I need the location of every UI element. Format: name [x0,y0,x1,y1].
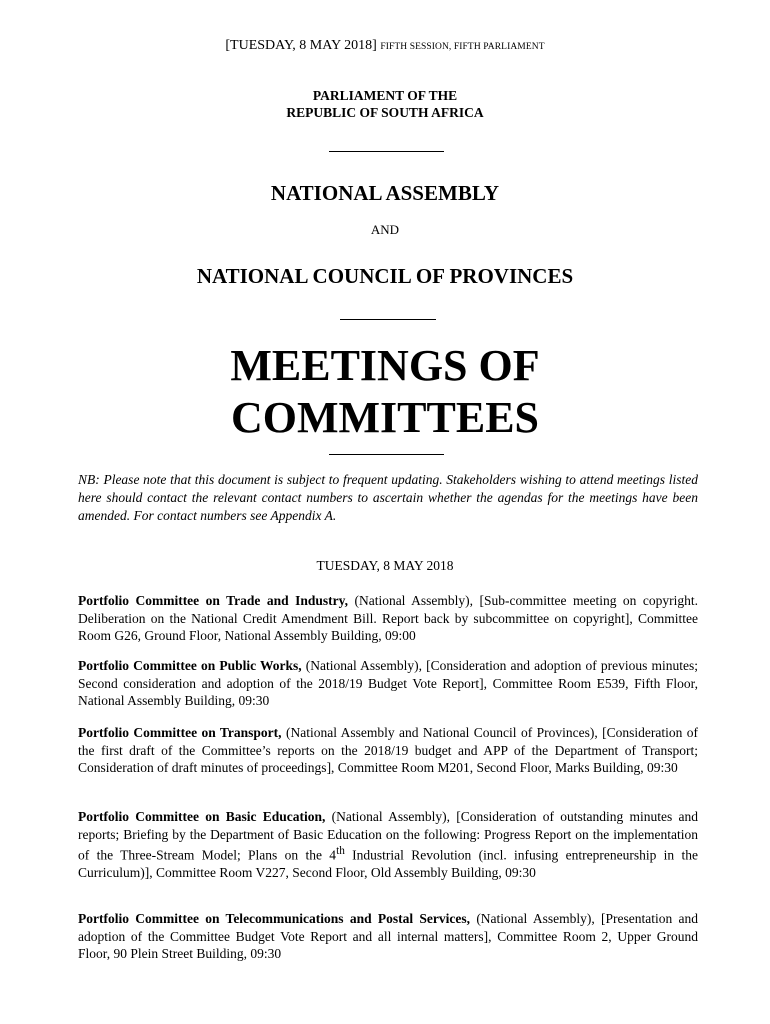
committee-details: (National Assembly and National Council of Provinces), [Consideration of the first draft of the Committee’s reports on the 2018/19 budget and APP of the Department of Transport; Consideration of draft minutes of proceedings], Committee Room M201, Second Floor, Marks Building, 09:30 [78,725,698,775]
and-connector: AND [370,222,400,237]
ordinal-superscript: th [336,845,345,857]
divider-rule [340,319,436,320]
ncop-title: NATIONAL COUNCIL OF PROVINCES [196,264,574,288]
parliament-line-1: PARLIAMENT OF THE [312,88,458,103]
committee-entry [78,657,698,710]
divider-rule [329,454,444,455]
committee-entry [78,724,698,777]
committee-entry [78,910,698,963]
committee-name: Portfolio Committee on Public Works, [78,658,302,673]
header-session: FIFTH SESSION, FIFTH PARLIAMENT [380,42,545,52]
committee-name: Portfolio Committee on Trade and Industry, [78,593,348,608]
notice-paragraph: NB: Please note that this document is subject to frequent updating. Stakeholders wishing to attend meetings listed here should contact the relevant contact numbers to ascertain whether the agendas for the meetings have been amended. For contact numbers see Appendix A. [78,472,698,523]
committee-entry [78,808,698,882]
day-heading: TUESDAY, 8 MAY 2018 [316,558,454,573]
committee-name: Portfolio Committee on Basic Education, [78,809,326,824]
committee-name: Portfolio Committee on Telecommunications and Postal Services, [78,911,471,926]
divider-rule [329,151,444,152]
committee-entry [78,592,698,645]
header-date: [TUESDAY, 8 MAY 2018] [225,38,377,53]
committee-details-continued: Industrial Revolution (incl. infusing entrepreneurship in the Curriculum)], Committee Room V227, Second Floor, Old Assembly Building, 09:30 [78,847,698,880]
parliament-heading [0,87,770,121]
parliament-line-2: REPUBLIC OF SOUTH AFRICA [286,105,484,120]
main-title [0,340,770,444]
committee-details: (National Assembly), [Presentation and adoption of the Committee Budget Vote Report and all internal matters], Committee Room 2, Upper Ground Floor, 90 Plein Street Building, 09:30 [78,911,698,961]
committee-details: (National Assembly), [Consideration of outstanding minutes and reports; Briefing by the Department of Basic Education on the following: Progress Report on the implementation of the Three-Stream Model; Plans on the 4 [78,809,698,863]
committee-details: (National Assembly), [Consideration and adoption of previous minutes; Second consideration and adoption of the 2018/19 Budget Vote Report], Committee Room E539, Fifth Floor, National Assembly Building, 09:30 [78,658,698,708]
committee-name: Portfolio Committee on Transport, [78,725,282,740]
main-title-line-1: MEETINGS OF [230,341,540,390]
national-assembly-title: NATIONAL ASSEMBLY [270,181,500,205]
committee-details: (National Assembly), [Sub-committee meeting on copyright. Deliberation on the National Credit Amendment Bill. Report back by subcommittee on copyright], Committee Room G26, Ground Floor, National Assembly Building, 09:00 [78,593,698,643]
running-header [0,37,770,56]
main-title-line-2: COMMITTEES [230,393,540,442]
